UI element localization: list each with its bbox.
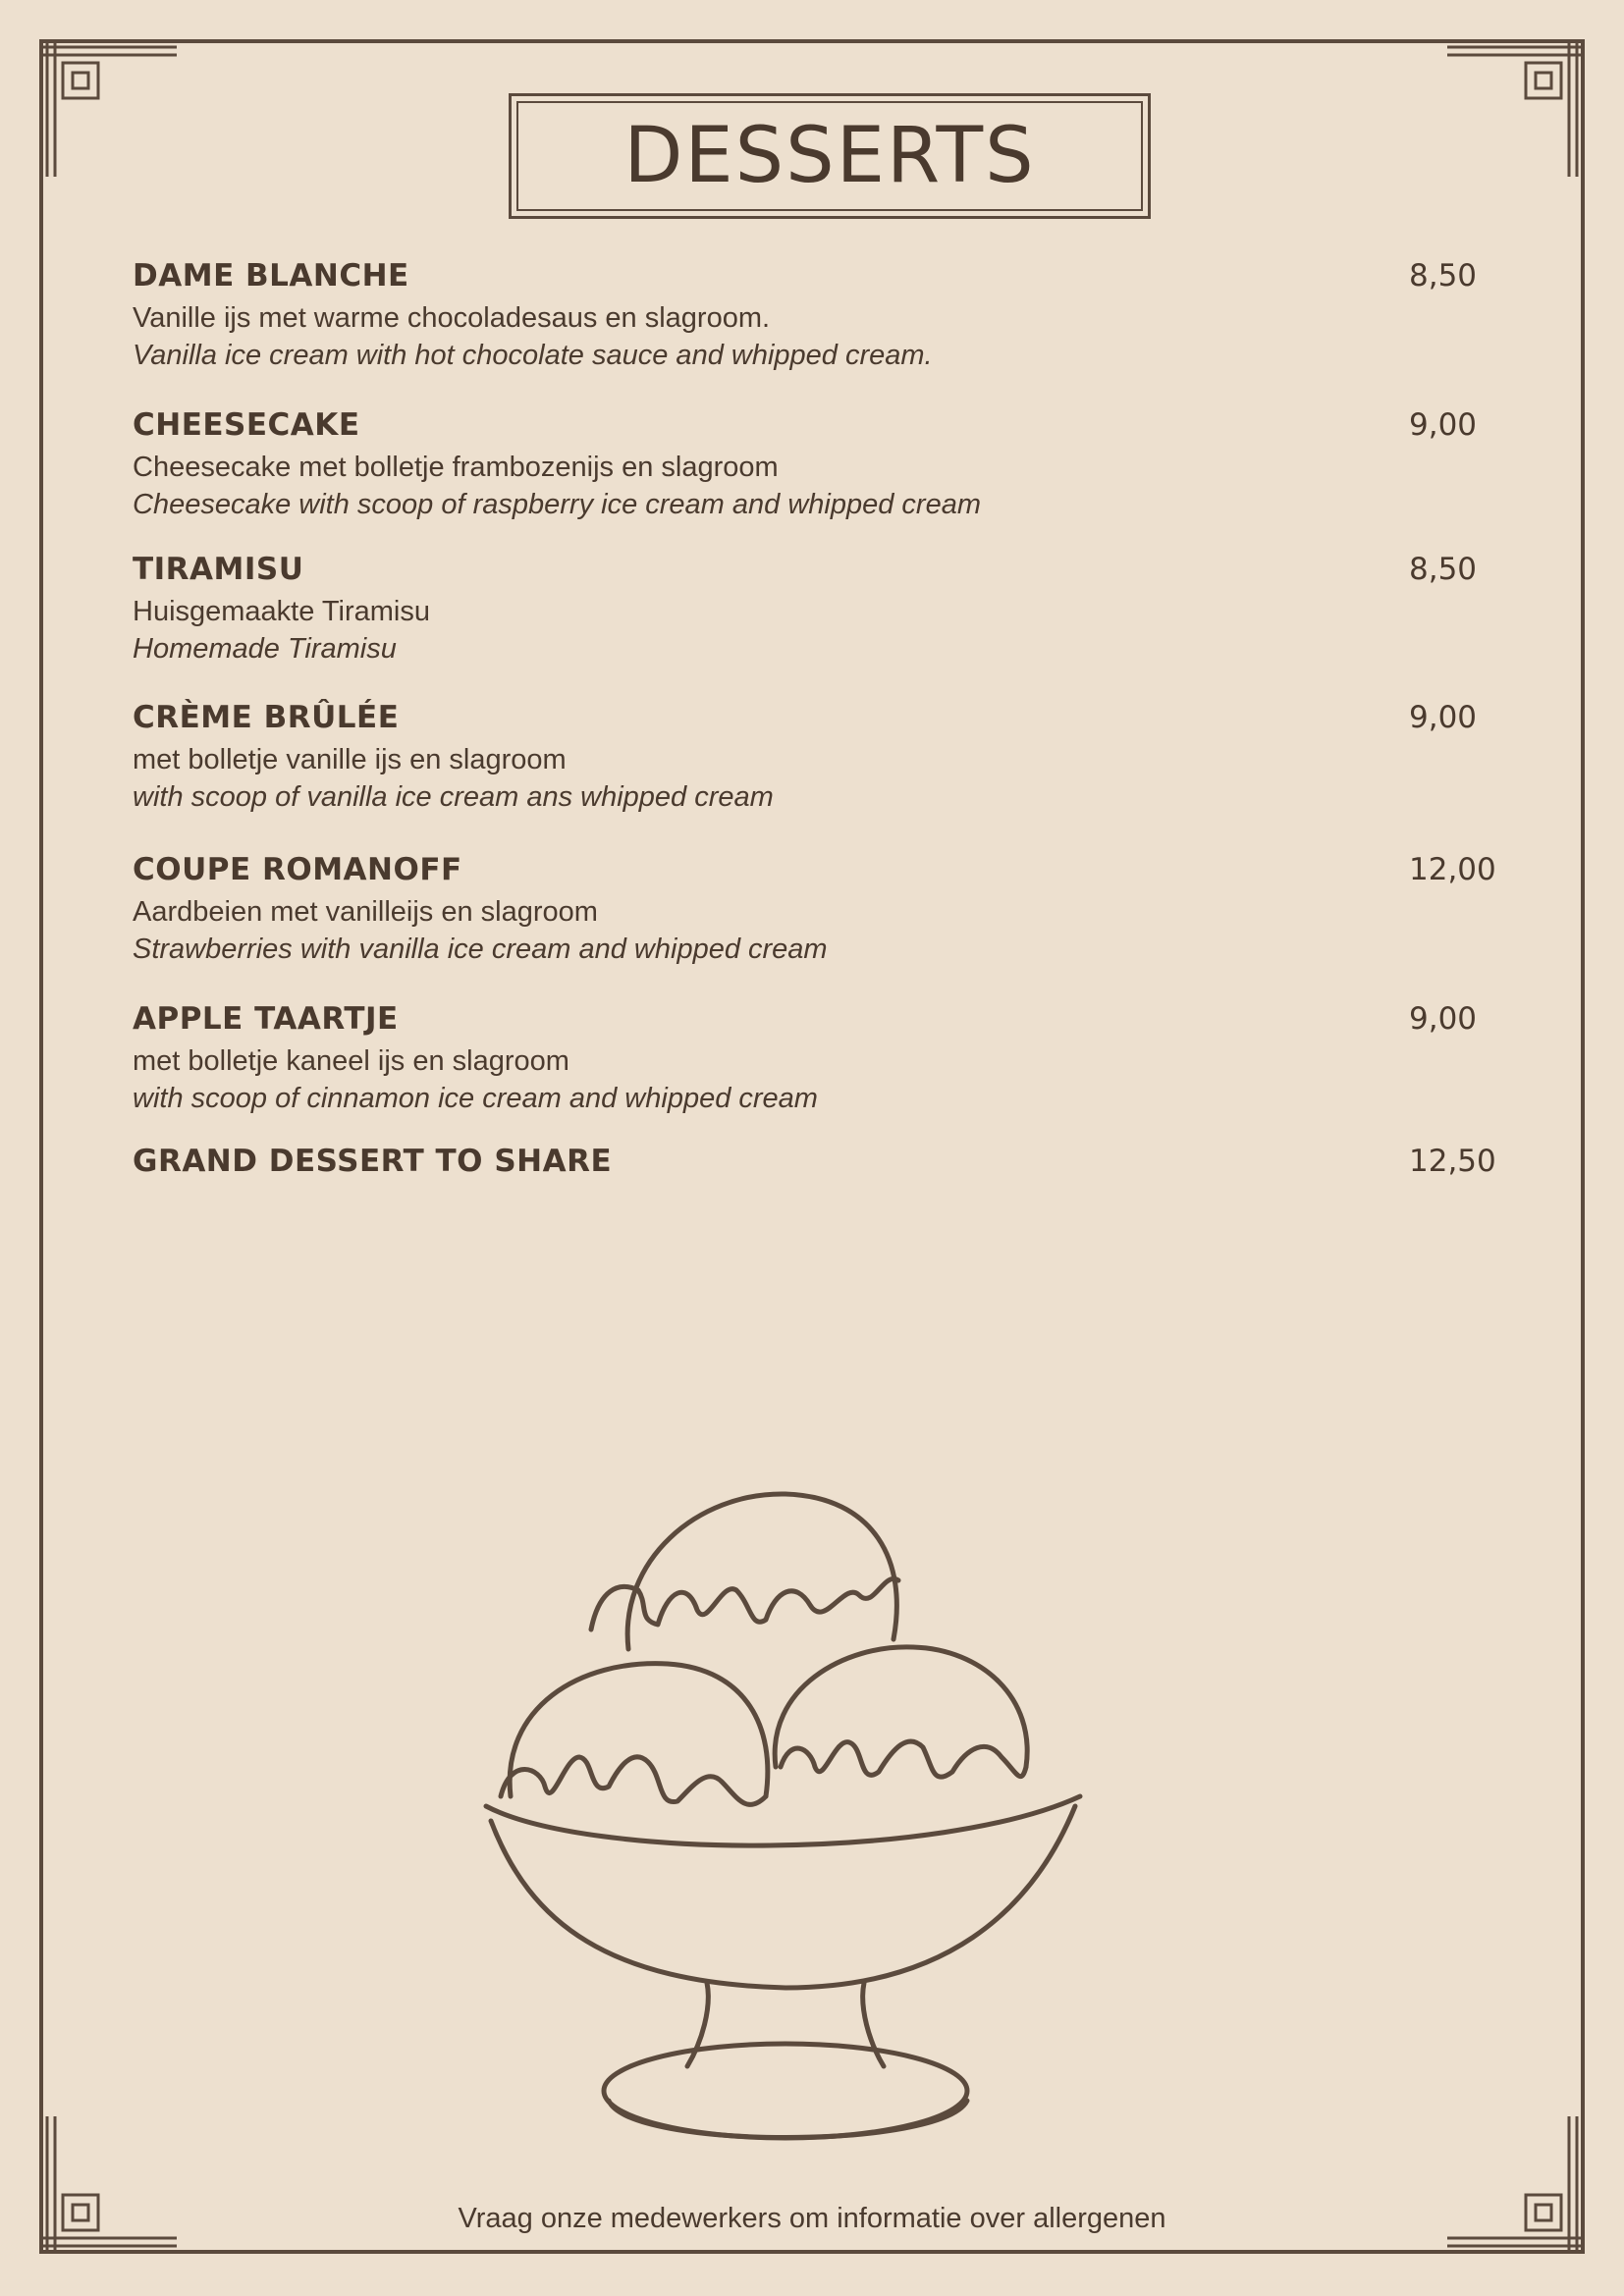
item-price: 12,50 <box>1409 1144 1496 1179</box>
page-title: DESSERTS <box>623 112 1036 200</box>
menu-item <box>133 546 1507 694</box>
item-name: DAME BLANCHE <box>133 258 409 294</box>
title-frame <box>509 93 1151 219</box>
item-description-en: Strawberries with vanilla ice cream and whipped cream <box>133 934 828 965</box>
item-name: CRÈME BRÛLÉE <box>133 700 400 735</box>
item-price: 12,00 <box>1409 852 1496 887</box>
menu-item <box>133 846 1507 995</box>
item-name: TIRAMISU <box>133 552 304 587</box>
item-description-nl: Aardbeien met vanilleijs en slagroom <box>133 896 598 928</box>
menu-item <box>133 401 1507 546</box>
item-description-en: Cheesecake with scoop of raspberry ice cream and whipped cream <box>133 489 981 520</box>
menu-item <box>133 995 1507 1138</box>
item-name: APPLE TAARTJE <box>133 1001 399 1037</box>
item-description-en: with scoop of vanilla ice cream ans whipped cream <box>133 781 774 813</box>
allergen-notice: Vraag onze medewerkers om informatie over allergenen <box>458 2203 1166 2234</box>
item-description-nl: met bolletje kaneel ijs en slagroom <box>133 1045 569 1077</box>
menu-item <box>133 1138 1507 1197</box>
item-price: 9,00 <box>1409 1001 1478 1037</box>
item-description-nl: Huisgemaakte Tiramisu <box>133 596 430 627</box>
item-name: GRAND DESSERT TO SHARE <box>133 1144 613 1179</box>
item-price: 9,00 <box>1409 700 1478 735</box>
item-description-en: Vanilla ice cream with hot chocolate sauce and whipped cream. <box>133 340 933 371</box>
item-description-nl: Cheesecake met bolletje frambozenijs en slagroom <box>133 452 779 483</box>
item-description-en: with scoop of cinnamon ice cream and whipped cream <box>133 1083 818 1114</box>
item-price: 8,50 <box>1409 552 1478 587</box>
menu-item <box>133 694 1507 846</box>
dessert-list <box>133 252 1507 1197</box>
menu-item <box>133 252 1507 401</box>
ice-cream-bowl-illustration <box>471 1472 1100 2160</box>
item-description-nl: Vanille ijs met warme chocoladesaus en slagroom. <box>133 302 771 334</box>
item-description-en: Homemade Tiramisu <box>133 633 397 665</box>
item-price: 9,00 <box>1409 407 1478 443</box>
item-name: CHEESECAKE <box>133 407 360 443</box>
corner-ornament-top-left <box>39 39 177 177</box>
corner-ornament-top-right <box>1447 39 1585 177</box>
item-name: COUPE ROMANOFF <box>133 852 462 887</box>
item-price: 8,50 <box>1409 258 1478 294</box>
item-description-nl: met bolletje vanille ijs en slagroom <box>133 744 567 775</box>
